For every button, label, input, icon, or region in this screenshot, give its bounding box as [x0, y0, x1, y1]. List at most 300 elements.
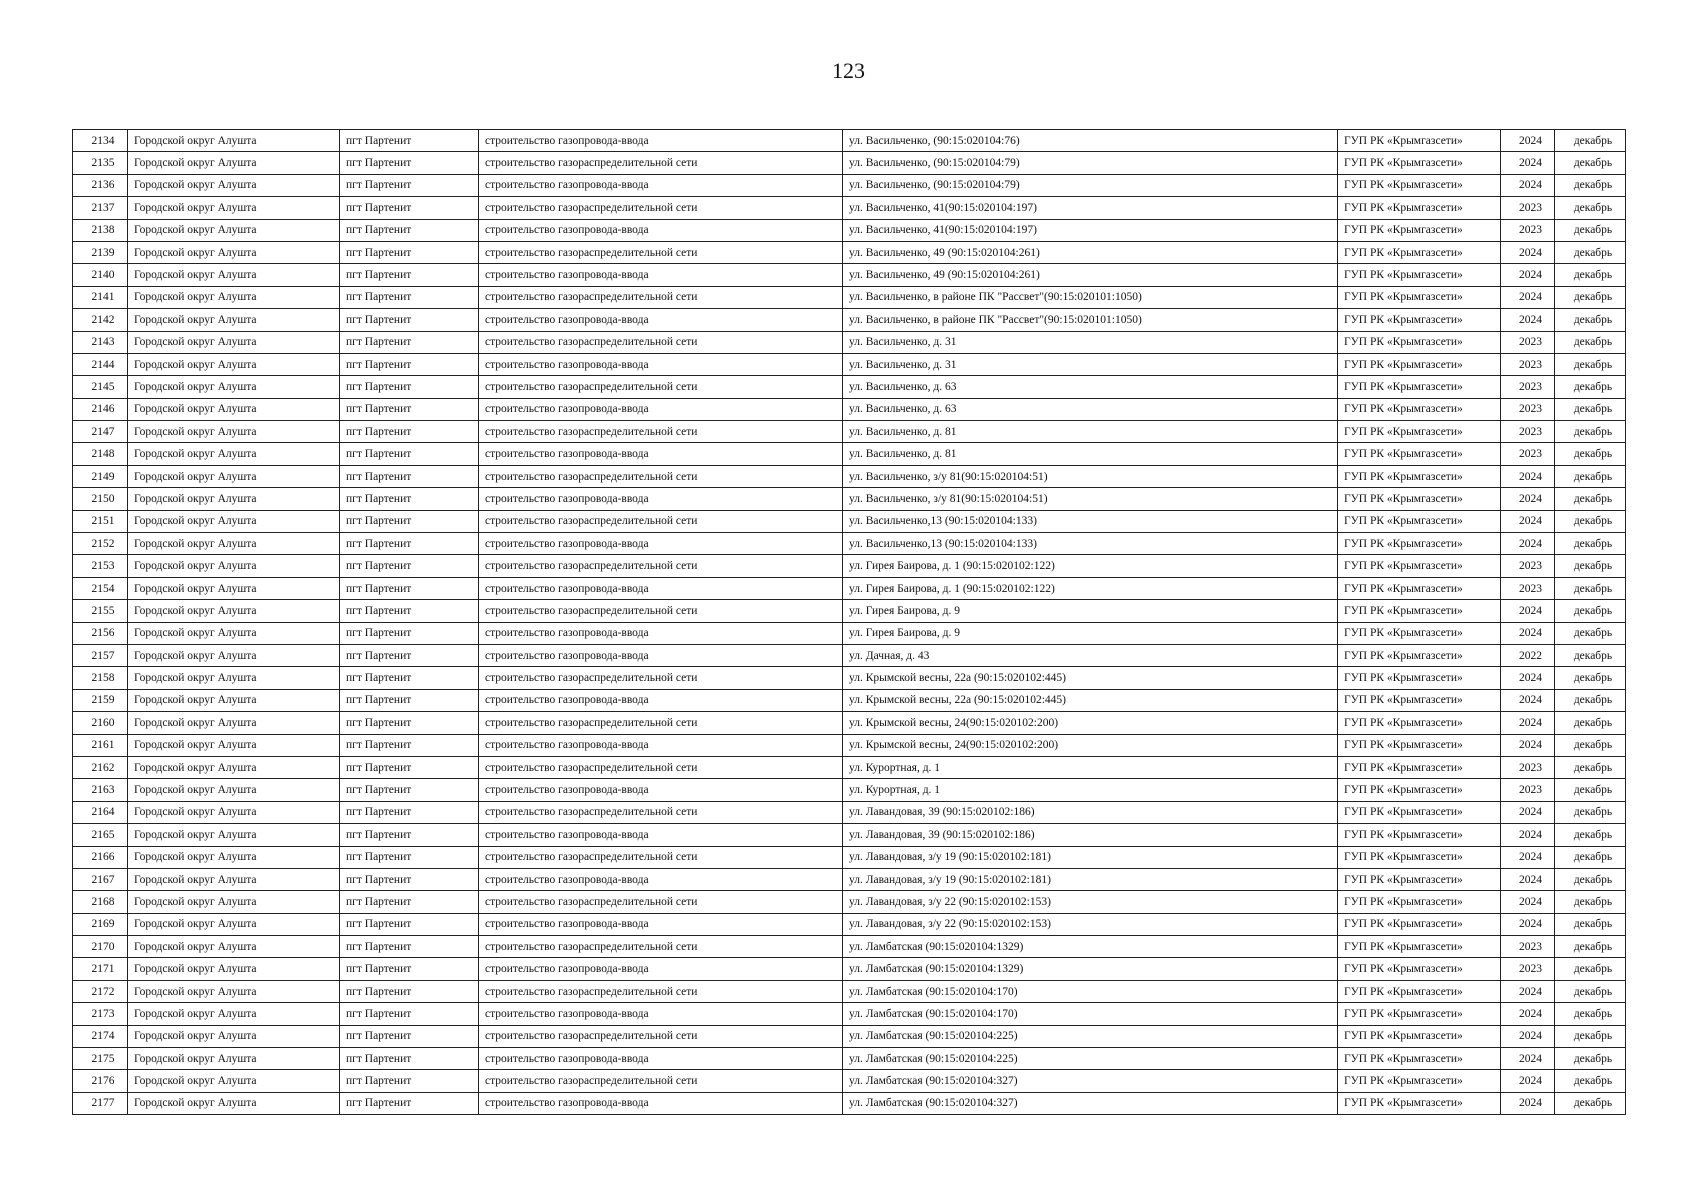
year-cell: 2023 — [1501, 331, 1555, 353]
district-cell: Городской округ Алушта — [128, 913, 340, 935]
organization-cell: ГУП РК «Крымгазсети» — [1338, 577, 1501, 599]
month-cell: декабрь — [1555, 667, 1626, 689]
year-cell: 2022 — [1501, 644, 1555, 666]
work-type-cell: строительство газораспределительной сети — [479, 600, 843, 622]
organization-cell: ГУП РК «Крымгазсети» — [1338, 241, 1501, 263]
organization-cell: ГУП РК «Крымгазсети» — [1338, 868, 1501, 890]
year-cell: 2023 — [1501, 398, 1555, 420]
year-cell: 2024 — [1501, 286, 1555, 308]
district-cell: Городской округ Алушта — [128, 421, 340, 443]
locality-cell: пгт Партенит — [340, 465, 479, 487]
table-row — [73, 286, 1626, 308]
district-cell: Городской округ Алушта — [128, 241, 340, 263]
row-number-cell: 2156 — [73, 622, 128, 644]
work-type-cell: строительство газораспределительной сети — [479, 376, 843, 398]
table-row — [73, 1092, 1626, 1114]
address-cell: ул. Васильченко, д. 31 — [843, 331, 1338, 353]
district-cell: Городской округ Алушта — [128, 577, 340, 599]
address-cell: ул. Васильченко, (90:15:020104:76) — [843, 130, 1338, 152]
organization-cell: ГУП РК «Крымгазсети» — [1338, 353, 1501, 375]
month-cell: декабрь — [1555, 1025, 1626, 1047]
organization-cell: ГУП РК «Крымгазсети» — [1338, 712, 1501, 734]
year-cell: 2024 — [1501, 533, 1555, 555]
locality-cell: пгт Партенит — [340, 689, 479, 711]
work-type-cell: строительство газопровода-ввода — [479, 913, 843, 935]
row-number-cell: 2149 — [73, 465, 128, 487]
table-row — [73, 756, 1626, 778]
year-cell: 2024 — [1501, 689, 1555, 711]
work-type-cell: строительство газопровода-ввода — [479, 779, 843, 801]
address-cell: ул. Лавандовая, з/у 19 (90:15:020102:181) — [843, 868, 1338, 890]
locality-cell: пгт Партенит — [340, 868, 479, 890]
year-cell: 2024 — [1501, 1025, 1555, 1047]
year-cell: 2023 — [1501, 958, 1555, 980]
table-row — [73, 891, 1626, 913]
locality-cell: пгт Партенит — [340, 1003, 479, 1025]
month-cell: декабрь — [1555, 152, 1626, 174]
registry-table — [72, 129, 1626, 1115]
row-number-cell: 2140 — [73, 264, 128, 286]
locality-cell: пгт Партенит — [340, 667, 479, 689]
row-number-cell: 2135 — [73, 152, 128, 174]
work-type-cell: строительство газопровода-ввода — [479, 130, 843, 152]
organization-cell: ГУП РК «Крымгазсети» — [1338, 264, 1501, 286]
address-cell: ул. Васильченко, д. 63 — [843, 376, 1338, 398]
row-number-cell: 2171 — [73, 958, 128, 980]
district-cell: Городской округ Алушта — [128, 667, 340, 689]
organization-cell: ГУП РК «Крымгазсети» — [1338, 689, 1501, 711]
work-type-cell: строительство газораспределительной сети — [479, 286, 843, 308]
locality-cell: пгт Партенит — [340, 1070, 479, 1092]
address-cell: ул. Васильченко,13 (90:15:020104:133) — [843, 510, 1338, 532]
locality-cell: пгт Партенит — [340, 980, 479, 1002]
address-cell: ул. Ламбатская (90:15:020104:1329) — [843, 936, 1338, 958]
year-cell: 2024 — [1501, 868, 1555, 890]
row-number-cell: 2143 — [73, 331, 128, 353]
year-cell: 2023 — [1501, 219, 1555, 241]
year-cell: 2024 — [1501, 824, 1555, 846]
locality-cell: пгт Партенит — [340, 891, 479, 913]
organization-cell: ГУП РК «Крымгазсети» — [1338, 555, 1501, 577]
work-type-cell: строительство газопровода-ввода — [479, 1003, 843, 1025]
locality-cell: пгт Партенит — [340, 443, 479, 465]
address-cell: ул. Васильченко, 41(90:15:020104:197) — [843, 219, 1338, 241]
month-cell: декабрь — [1555, 510, 1626, 532]
district-cell: Городской округ Алушта — [128, 533, 340, 555]
district-cell: Городской округ Алушта — [128, 443, 340, 465]
row-number-cell: 2137 — [73, 197, 128, 219]
table-row — [73, 868, 1626, 890]
table-row — [73, 152, 1626, 174]
organization-cell: ГУП РК «Крымгазсети» — [1338, 734, 1501, 756]
table-row — [73, 600, 1626, 622]
organization-cell: ГУП РК «Крымгазсети» — [1338, 644, 1501, 666]
year-cell: 2024 — [1501, 465, 1555, 487]
district-cell: Городской округ Алушта — [128, 824, 340, 846]
locality-cell: пгт Партенит — [340, 130, 479, 152]
month-cell: декабрь — [1555, 197, 1626, 219]
address-cell: ул. Васильченко, в районе ПК "Рассвет"(90:15:020101:1050) — [843, 286, 1338, 308]
table-row — [73, 465, 1626, 487]
work-type-cell: строительство газопровода-ввода — [479, 577, 843, 599]
year-cell: 2024 — [1501, 152, 1555, 174]
work-type-cell: строительство газораспределительной сети — [479, 241, 843, 263]
year-cell: 2023 — [1501, 353, 1555, 375]
month-cell: декабрь — [1555, 398, 1626, 420]
table-row — [73, 555, 1626, 577]
table-row — [73, 644, 1626, 666]
month-cell: декабрь — [1555, 555, 1626, 577]
row-number-cell: 2176 — [73, 1070, 128, 1092]
organization-cell: ГУП РК «Крымгазсети» — [1338, 130, 1501, 152]
address-cell: ул. Васильченко, д. 31 — [843, 353, 1338, 375]
table-row — [73, 219, 1626, 241]
district-cell: Городской округ Алушта — [128, 465, 340, 487]
organization-cell: ГУП РК «Крымгазсети» — [1338, 443, 1501, 465]
month-cell: декабрь — [1555, 286, 1626, 308]
month-cell: декабрь — [1555, 331, 1626, 353]
work-type-cell: строительство газораспределительной сети — [479, 421, 843, 443]
month-cell: декабрь — [1555, 756, 1626, 778]
row-number-cell: 2161 — [73, 734, 128, 756]
year-cell: 2024 — [1501, 1092, 1555, 1114]
row-number-cell: 2158 — [73, 667, 128, 689]
year-cell: 2023 — [1501, 376, 1555, 398]
work-type-cell: строительство газопровода-ввода — [479, 1092, 843, 1114]
month-cell: декабрь — [1555, 488, 1626, 510]
year-cell: 2024 — [1501, 734, 1555, 756]
table-row — [73, 421, 1626, 443]
locality-cell: пгт Партенит — [340, 510, 479, 532]
month-cell: декабрь — [1555, 913, 1626, 935]
year-cell: 2024 — [1501, 309, 1555, 331]
district-cell: Городской округ Алушта — [128, 130, 340, 152]
address-cell: ул. Ламбатская (90:15:020104:327) — [843, 1070, 1338, 1092]
year-cell: 2024 — [1501, 1003, 1555, 1025]
locality-cell: пгт Партенит — [340, 756, 479, 778]
locality-cell: пгт Партенит — [340, 1048, 479, 1070]
locality-cell: пгт Партенит — [340, 846, 479, 868]
row-number-cell: 2166 — [73, 846, 128, 868]
organization-cell: ГУП РК «Крымгазсети» — [1338, 1070, 1501, 1092]
month-cell: декабрь — [1555, 734, 1626, 756]
table-row — [73, 801, 1626, 823]
row-number-cell: 2155 — [73, 600, 128, 622]
organization-cell: ГУП РК «Крымгазсети» — [1338, 510, 1501, 532]
month-cell: декабрь — [1555, 219, 1626, 241]
district-cell: Городской округ Алушта — [128, 756, 340, 778]
row-number-cell: 2175 — [73, 1048, 128, 1070]
row-number-cell: 2148 — [73, 443, 128, 465]
address-cell: ул. Васильченко, (90:15:020104:79) — [843, 174, 1338, 196]
row-number-cell: 2170 — [73, 936, 128, 958]
row-number-cell: 2134 — [73, 130, 128, 152]
month-cell: декабрь — [1555, 1003, 1626, 1025]
month-cell: декабрь — [1555, 376, 1626, 398]
district-cell: Городской округ Алушта — [128, 712, 340, 734]
row-number-cell: 2165 — [73, 824, 128, 846]
table-row — [73, 958, 1626, 980]
table-row — [73, 376, 1626, 398]
locality-cell: пгт Партенит — [340, 309, 479, 331]
address-cell: ул. Ламбатская (90:15:020104:327) — [843, 1092, 1338, 1114]
organization-cell: ГУП РК «Крымгазсети» — [1338, 1048, 1501, 1070]
organization-cell: ГУП РК «Крымгазсети» — [1338, 756, 1501, 778]
work-type-cell: строительство газопровода-ввода — [479, 533, 843, 555]
table-row — [73, 577, 1626, 599]
address-cell: ул. Васильченко, д. 81 — [843, 443, 1338, 465]
table-row — [73, 443, 1626, 465]
locality-cell: пгт Партенит — [340, 644, 479, 666]
address-cell: ул. Крымской весны, 22а (90:15:020102:445) — [843, 689, 1338, 711]
row-number-cell: 2151 — [73, 510, 128, 532]
locality-cell: пгт Партенит — [340, 533, 479, 555]
work-type-cell: строительство газопровода-ввода — [479, 353, 843, 375]
locality-cell: пгт Партенит — [340, 197, 479, 219]
organization-cell: ГУП РК «Крымгазсети» — [1338, 1025, 1501, 1047]
work-type-cell: строительство газопровода-ввода — [479, 734, 843, 756]
work-type-cell: строительство газопровода-ввода — [479, 622, 843, 644]
year-cell: 2024 — [1501, 510, 1555, 532]
row-number-cell: 2144 — [73, 353, 128, 375]
year-cell: 2024 — [1501, 1070, 1555, 1092]
organization-cell: ГУП РК «Крымгазсети» — [1338, 465, 1501, 487]
organization-cell: ГУП РК «Крымгазсети» — [1338, 309, 1501, 331]
work-type-cell: строительство газораспределительной сети — [479, 1070, 843, 1092]
district-cell: Городской округ Алушта — [128, 219, 340, 241]
work-type-cell: строительство газораспределительной сети — [479, 846, 843, 868]
work-type-cell: строительство газопровода-ввода — [479, 264, 843, 286]
table-row — [73, 353, 1626, 375]
address-cell: ул. Гирея Баирова, д. 9 — [843, 600, 1338, 622]
address-cell: ул. Ламбатская (90:15:020104:1329) — [843, 958, 1338, 980]
organization-cell: ГУП РК «Крымгазсети» — [1338, 622, 1501, 644]
district-cell: Городской округ Алушта — [128, 1003, 340, 1025]
locality-cell: пгт Партенит — [340, 219, 479, 241]
row-number-cell: 2142 — [73, 309, 128, 331]
district-cell: Городской округ Алушта — [128, 488, 340, 510]
organization-cell: ГУП РК «Крымгазсети» — [1338, 600, 1501, 622]
month-cell: декабрь — [1555, 241, 1626, 263]
year-cell: 2024 — [1501, 241, 1555, 263]
row-number-cell: 2174 — [73, 1025, 128, 1047]
row-number-cell: 2141 — [73, 286, 128, 308]
month-cell: декабрь — [1555, 1048, 1626, 1070]
month-cell: декабрь — [1555, 622, 1626, 644]
row-number-cell: 2147 — [73, 421, 128, 443]
district-cell: Городской округ Алушта — [128, 398, 340, 420]
work-type-cell: строительство газопровода-ввода — [479, 398, 843, 420]
address-cell: ул. Гирея Баирова, д. 1 (90:15:020102:122) — [843, 555, 1338, 577]
address-cell: ул. Курортная, д. 1 — [843, 756, 1338, 778]
work-type-cell: строительство газопровода-ввода — [479, 644, 843, 666]
address-cell: ул. Крымской весны, 24(90:15:020102:200) — [843, 712, 1338, 734]
address-cell: ул. Васильченко, 49 (90:15:020104:261) — [843, 241, 1338, 263]
year-cell: 2023 — [1501, 197, 1555, 219]
row-number-cell: 2168 — [73, 891, 128, 913]
organization-cell: ГУП РК «Крымгазсети» — [1338, 779, 1501, 801]
month-cell: декабрь — [1555, 309, 1626, 331]
row-number-cell: 2139 — [73, 241, 128, 263]
table-row — [73, 533, 1626, 555]
address-cell: ул. Васильченко, з/у 81(90:15:020104:51) — [843, 488, 1338, 510]
year-cell: 2023 — [1501, 421, 1555, 443]
year-cell: 2024 — [1501, 712, 1555, 734]
organization-cell: ГУП РК «Крымгазсети» — [1338, 398, 1501, 420]
work-type-cell: строительство газораспределительной сети — [479, 152, 843, 174]
work-type-cell: строительство газораспределительной сети — [479, 197, 843, 219]
table-row — [73, 913, 1626, 935]
table-row — [73, 1025, 1626, 1047]
locality-cell: пгт Партенит — [340, 577, 479, 599]
year-cell: 2023 — [1501, 779, 1555, 801]
district-cell: Городской округ Алушта — [128, 980, 340, 1002]
address-cell: ул. Дачная, д. 43 — [843, 644, 1338, 666]
organization-cell: ГУП РК «Крымгазсети» — [1338, 1003, 1501, 1025]
month-cell: декабрь — [1555, 465, 1626, 487]
work-type-cell: строительство газопровода-ввода — [479, 824, 843, 846]
address-cell: ул. Крымской весны, 22а (90:15:020102:445) — [843, 667, 1338, 689]
row-number-cell: 2164 — [73, 801, 128, 823]
address-cell: ул. Ламбатская (90:15:020104:170) — [843, 980, 1338, 1002]
work-type-cell: строительство газопровода-ввода — [479, 689, 843, 711]
district-cell: Городской округ Алушта — [128, 868, 340, 890]
year-cell: 2023 — [1501, 443, 1555, 465]
district-cell: Городской округ Алушта — [128, 309, 340, 331]
month-cell: декабрь — [1555, 936, 1626, 958]
locality-cell: пгт Партенит — [340, 331, 479, 353]
year-cell: 2024 — [1501, 264, 1555, 286]
district-cell: Городской округ Алушта — [128, 1025, 340, 1047]
row-number-cell: 2145 — [73, 376, 128, 398]
month-cell: декабрь — [1555, 958, 1626, 980]
locality-cell: пгт Партенит — [340, 1092, 479, 1114]
address-cell: ул. Лавандовая, з/у 22 (90:15:020102:153) — [843, 891, 1338, 913]
organization-cell: ГУП РК «Крымгазсети» — [1338, 331, 1501, 353]
month-cell: декабрь — [1555, 130, 1626, 152]
organization-cell: ГУП РК «Крымгазсети» — [1338, 533, 1501, 555]
table-row — [73, 734, 1626, 756]
district-cell: Городской округ Алушта — [128, 152, 340, 174]
row-number-cell: 2177 — [73, 1092, 128, 1114]
table-row — [73, 1048, 1626, 1070]
row-number-cell: 2152 — [73, 533, 128, 555]
district-cell: Городской округ Алушта — [128, 1048, 340, 1070]
month-cell: декабрь — [1555, 846, 1626, 868]
table-row — [73, 712, 1626, 734]
table-row — [73, 1003, 1626, 1025]
row-number-cell: 2146 — [73, 398, 128, 420]
work-type-cell: строительство газопровода-ввода — [479, 219, 843, 241]
district-cell: Городской округ Алушта — [128, 331, 340, 353]
month-cell: декабрь — [1555, 644, 1626, 666]
table-row — [73, 779, 1626, 801]
table-row — [73, 331, 1626, 353]
table-row — [73, 130, 1626, 152]
district-cell: Городской округ Алушта — [128, 510, 340, 532]
row-number-cell: 2150 — [73, 488, 128, 510]
work-type-cell: строительство газораспределительной сети — [479, 1025, 843, 1047]
locality-cell: пгт Партенит — [340, 353, 479, 375]
row-number-cell: 2157 — [73, 644, 128, 666]
district-cell: Городской округ Алушта — [128, 353, 340, 375]
row-number-cell: 2163 — [73, 779, 128, 801]
year-cell: 2024 — [1501, 667, 1555, 689]
row-number-cell: 2172 — [73, 980, 128, 1002]
year-cell: 2024 — [1501, 488, 1555, 510]
address-cell: ул. Ламбатская (90:15:020104:225) — [843, 1048, 1338, 1070]
work-type-cell: строительство газораспределительной сети — [479, 756, 843, 778]
row-number-cell: 2154 — [73, 577, 128, 599]
district-cell: Городской округ Алушта — [128, 958, 340, 980]
table-row — [73, 1070, 1626, 1092]
month-cell: декабрь — [1555, 779, 1626, 801]
work-type-cell: строительство газопровода-ввода — [479, 443, 843, 465]
locality-cell: пгт Партенит — [340, 824, 479, 846]
month-cell: декабрь — [1555, 689, 1626, 711]
table-row — [73, 488, 1626, 510]
locality-cell: пгт Партенит — [340, 958, 479, 980]
table-row — [73, 197, 1626, 219]
table-row — [73, 824, 1626, 846]
organization-cell: ГУП РК «Крымгазсети» — [1338, 152, 1501, 174]
month-cell: декабрь — [1555, 868, 1626, 890]
organization-cell: ГУП РК «Крымгазсети» — [1338, 891, 1501, 913]
locality-cell: пгт Партенит — [340, 286, 479, 308]
row-number-cell: 2173 — [73, 1003, 128, 1025]
year-cell: 2024 — [1501, 801, 1555, 823]
address-cell: ул. Васильченко,13 (90:15:020104:133) — [843, 533, 1338, 555]
year-cell: 2024 — [1501, 1048, 1555, 1070]
table-row — [73, 936, 1626, 958]
district-cell: Городской округ Алушта — [128, 376, 340, 398]
year-cell: 2023 — [1501, 936, 1555, 958]
locality-cell: пгт Партенит — [340, 936, 479, 958]
work-type-cell: строительство газораспределительной сети — [479, 465, 843, 487]
work-type-cell: строительство газопровода-ввода — [479, 1048, 843, 1070]
table-row — [73, 689, 1626, 711]
year-cell: 2024 — [1501, 846, 1555, 868]
month-cell: декабрь — [1555, 577, 1626, 599]
district-cell: Городской округ Алушта — [128, 891, 340, 913]
address-cell: ул. Лавандовая, 39 (90:15:020102:186) — [843, 824, 1338, 846]
organization-cell: ГУП РК «Крымгазсети» — [1338, 421, 1501, 443]
organization-cell: ГУП РК «Крымгазсети» — [1338, 376, 1501, 398]
organization-cell: ГУП РК «Крымгазсети» — [1338, 913, 1501, 935]
district-cell: Городской округ Алушта — [128, 734, 340, 756]
row-number-cell: 2169 — [73, 913, 128, 935]
address-cell: ул. Лавандовая, з/у 19 (90:15:020102:181) — [843, 846, 1338, 868]
locality-cell: пгт Партенит — [340, 734, 479, 756]
district-cell: Городской округ Алушта — [128, 622, 340, 644]
locality-cell: пгт Партенит — [340, 555, 479, 577]
address-cell: ул. Ламбатская (90:15:020104:170) — [843, 1003, 1338, 1025]
month-cell: декабрь — [1555, 712, 1626, 734]
address-cell: ул. Васильченко, 41(90:15:020104:197) — [843, 197, 1338, 219]
work-type-cell: строительство газораспределительной сети — [479, 980, 843, 1002]
district-cell: Городской округ Алушта — [128, 174, 340, 196]
organization-cell: ГУП РК «Крымгазсети» — [1338, 286, 1501, 308]
locality-cell: пгт Партенит — [340, 398, 479, 420]
organization-cell: ГУП РК «Крымгазсети» — [1338, 958, 1501, 980]
address-cell: ул. Васильченко, з/у 81(90:15:020104:51) — [843, 465, 1338, 487]
month-cell: декабрь — [1555, 353, 1626, 375]
row-number-cell: 2159 — [73, 689, 128, 711]
year-cell: 2024 — [1501, 913, 1555, 935]
organization-cell: ГУП РК «Крымгазсети» — [1338, 197, 1501, 219]
work-type-cell: строительство газопровода-ввода — [479, 958, 843, 980]
month-cell: декабрь — [1555, 980, 1626, 1002]
